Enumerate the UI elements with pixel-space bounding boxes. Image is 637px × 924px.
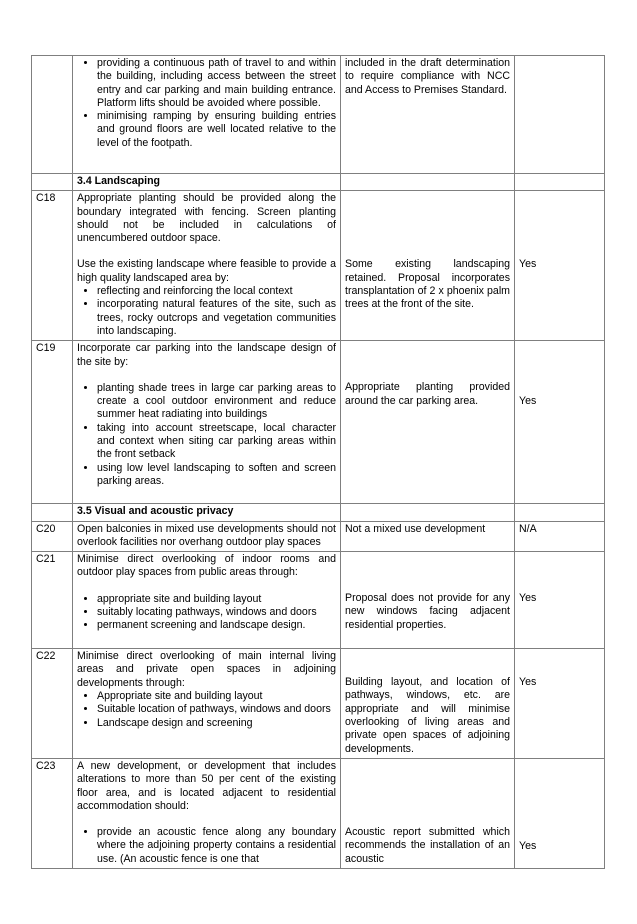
table-row — [32, 191, 605, 341]
section-row — [32, 174, 605, 191]
table-row — [32, 649, 605, 759]
control-cell — [73, 341, 341, 504]
list-item: • taking into account streetscape, local character and context when siting car parking areas within the front setback — [97, 422, 336, 462]
control-text: Minimise direct overlooking of indoor rooms and outdoor play spaces from public areas through: — [77, 553, 336, 579]
ref-cell: C21 — [32, 552, 73, 649]
list-item: • Landscape design and screening — [97, 717, 336, 730]
ref-cell — [32, 56, 73, 174]
status-text: Yes — [519, 592, 537, 605]
list-item: • Appropriate site and building layout — [97, 690, 336, 703]
comment-cell — [341, 649, 515, 759]
list-item: • providing a continuous path of travel to and within the building, including access between the street entry and car parking and main building entrance. Platform lifts should be avoided where possible. — [97, 57, 336, 110]
ref-cell: C18 — [32, 191, 73, 341]
compliance-table — [31, 55, 605, 869]
list-item: • permanent screening and landscape design. — [97, 619, 336, 632]
status-cell — [515, 191, 605, 341]
comment-text: Acoustic report submitted which recommends the installation of an acoustic — [345, 825, 510, 865]
status-text: Yes — [519, 676, 537, 689]
table-row — [32, 521, 605, 552]
table-row — [32, 552, 605, 649]
control-text: Incorporate car parking into the landscape design of the site by: — [77, 342, 336, 368]
status-cell: N/A — [515, 521, 605, 552]
status-cell — [515, 341, 605, 504]
list-item: • minimising ramping by ensuring building entries and ground floors are well located relative to the level of the footpath. — [97, 110, 336, 150]
comment-text: Proposal does not provide for any new windows facing adjacent residential properties. — [345, 592, 510, 631]
list-item: • provide an acoustic fence along any boundary where the adjoining property contains a residential use. (An acoustic fence is one that — [97, 826, 336, 866]
list-item: • using low level landscaping to soften and screen parking areas. — [97, 462, 336, 489]
ref-cell: C22 — [32, 649, 73, 759]
section-heading: 3.4 Landscaping — [73, 174, 341, 191]
list-item: • planting shade trees in large car parking areas to create a cool outdoor environment and reduce summer heat radiating into buildings — [97, 382, 336, 422]
table-row — [32, 56, 605, 174]
list-item: • appropriate site and building layout — [97, 593, 336, 606]
comment-cell — [341, 341, 515, 504]
list-item: • reflecting and reinforcing the local context — [97, 285, 336, 298]
control-cell: Open balconies in mixed use developments should not overlook facilities nor overhang outdoor play spaces — [73, 521, 341, 552]
status-cell — [515, 758, 605, 868]
comment-text: Building layout, and location of pathways, windows, etc. are appropriate and will minimise overlooking of living areas and private open spaces of adjoining developments. — [345, 676, 510, 755]
control-cell — [73, 649, 341, 759]
status-cell — [515, 552, 605, 649]
control-text: Minimise direct overlooking of main internal living areas and private open spaces in adjoining developments through: — [77, 650, 336, 689]
control-text: A new development, or development that includes alterations to more than 50 per cent of the existing floor area, and is located adjacent to residential accommodation should: — [77, 759, 336, 812]
control-text: Use the existing landscape where feasible to provide a high quality landscaped area by: — [77, 258, 336, 284]
comment-cell — [341, 758, 515, 868]
control-cell — [73, 552, 341, 649]
status-text: Yes — [519, 258, 537, 271]
control-text: Appropriate planting should be provided along the boundary integrated with fencing. Screen planting should not be included in calculations of unencumbered outdoor space. — [77, 192, 336, 245]
comment-text: Some existing landscaping retained. Proposal incorporates transplantation of 2 x phoenix palm trees at the front of the site. — [345, 258, 510, 311]
list-item: • Suitable location of pathways, windows and doors — [97, 703, 336, 716]
control-cell — [73, 56, 341, 174]
list-item: • incorporating natural features of the site, such as trees, rocky outcrops and vegetation communities into landscaping. — [97, 298, 336, 338]
control-cell — [73, 758, 341, 868]
section-row — [32, 504, 605, 521]
status-text: Yes — [519, 395, 537, 408]
list-item: • suitably locating pathways, windows and doors — [97, 606, 336, 619]
comment-text: Appropriate planting provided around the car parking area. — [345, 381, 510, 407]
comment-cell — [341, 552, 515, 649]
comment-cell: Not a mixed use development — [341, 521, 515, 552]
ref-cell: C23 — [32, 758, 73, 868]
status-cell — [515, 56, 605, 174]
table-row — [32, 758, 605, 868]
ref-cell: C19 — [32, 341, 73, 504]
ref-cell: C20 — [32, 521, 73, 552]
table-row — [32, 341, 605, 504]
section-heading: 3.5 Visual and acoustic privacy — [73, 504, 341, 521]
comment-cell — [341, 191, 515, 341]
comment-cell: included in the draft determination to require compliance with NCC and Access to Premises Standard. — [341, 56, 515, 174]
control-cell — [73, 191, 341, 341]
status-cell — [515, 649, 605, 759]
status-text: Yes — [519, 839, 537, 852]
